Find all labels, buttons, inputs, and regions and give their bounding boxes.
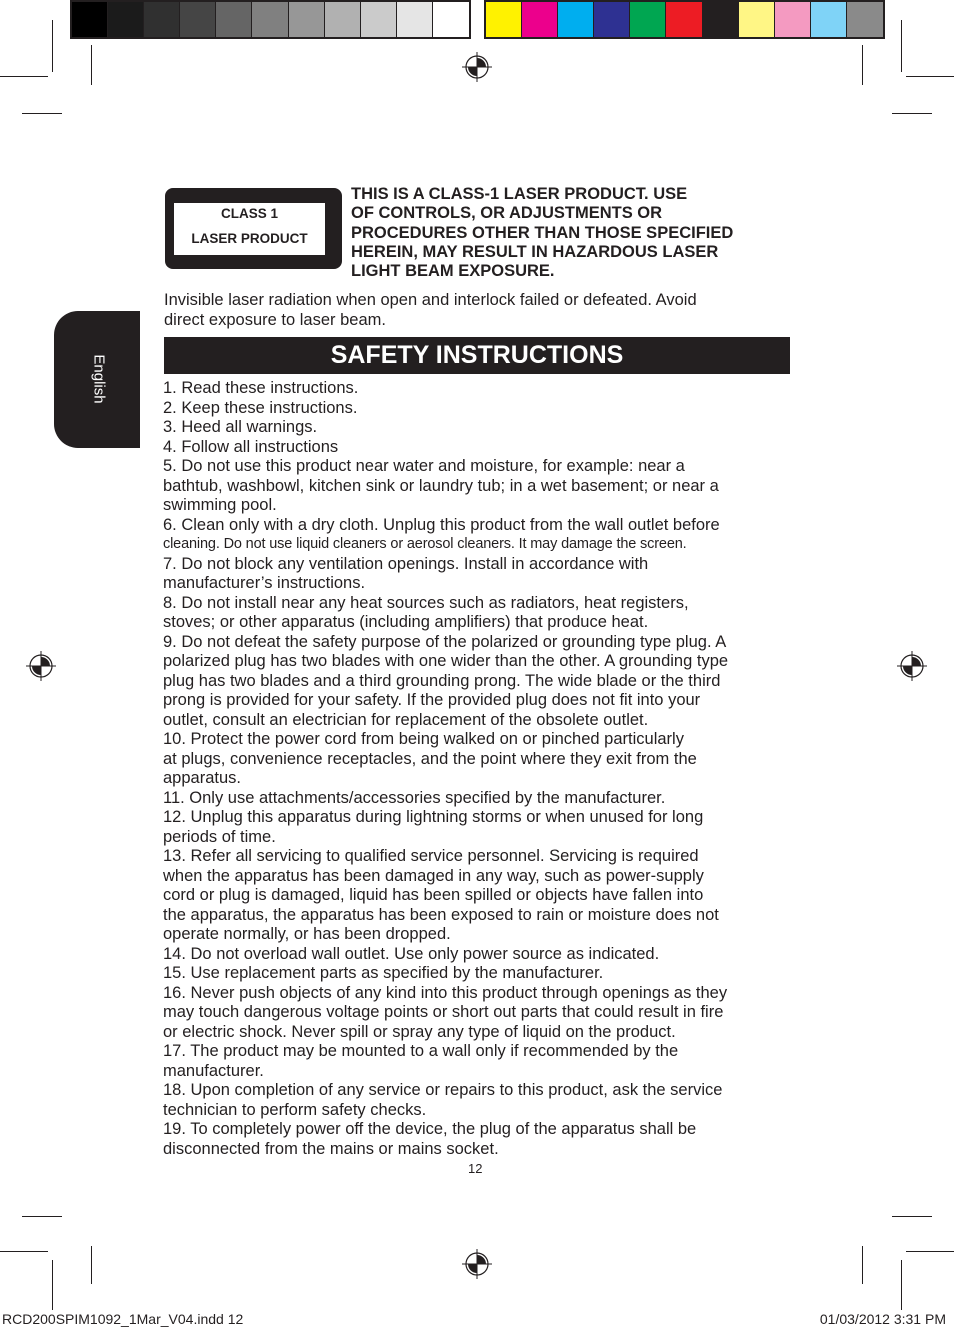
crop-mark	[906, 76, 954, 77]
gray-color-bar	[70, 0, 471, 39]
instruction-line: stoves; or other apparatus (including amplifiers) that produce heat.	[163, 613, 649, 631]
crop-mark	[892, 113, 932, 114]
cmyk-color-bar	[484, 0, 885, 39]
instruction-line: 11. Only use attachments/accessories specified by the manufacturer.	[163, 788, 666, 807]
crop-mark	[901, 1260, 902, 1310]
color-swatch	[847, 2, 883, 37]
instruction-line: at plugs, convenience receptacles, and the point where they exit from the	[163, 749, 697, 768]
instruction-line: 13. Refer all servicing to qualified service personnel. Servicing is required	[163, 847, 699, 865]
instruction-line: 2. Keep these instructions.	[163, 398, 358, 417]
color-swatch	[216, 2, 252, 37]
instruction-line: bathtub, washbowl, kitchen sink or laundry tub; in a wet basement; or near a	[163, 476, 719, 495]
instruction-line: swimming pool.	[163, 496, 277, 514]
crop-mark	[901, 20, 902, 72]
instruction-line: polarized plug has two blades with one wider than the other. A grounding type	[163, 652, 729, 670]
instruction-line: cord or plug is damaged, liquid has been spilled or objects have fallen into	[163, 886, 704, 904]
instruction-line: 7. Do not block any ventilation openings. Install in accordance with	[163, 554, 649, 573]
instruction-line: when the apparatus has been damaged in any way, such as power-supply	[163, 866, 704, 885]
instruction-line: or electric shock. Never spill or spray any type of liquid on the product.	[163, 1022, 676, 1041]
instruction-line: periods of time.	[163, 827, 276, 846]
instruction-line: 19. To completely power off the device, the plug of the apparatus shall be	[163, 1120, 697, 1138]
instruction-line: the apparatus, the apparatus has been exposed to rain or moisture does not	[163, 905, 719, 924]
color-swatch	[180, 2, 216, 37]
color-swatch	[289, 2, 325, 37]
instruction-line: 3. Heed all warnings.	[163, 418, 318, 436]
laser-label-class: CLASS 1	[220, 206, 278, 221]
language-tab-label: English	[90, 354, 108, 404]
invisible-radiation-note	[164, 291, 784, 330]
color-swatch	[361, 2, 397, 37]
instruction-line: 4. Follow all instructions	[163, 437, 339, 456]
footer-file-slug: RCD200SPIM1092_1Mar_V04.indd 12	[2, 1311, 244, 1327]
instruction-line: outlet, consult an electrician for replacement of the obsolete outlet.	[163, 710, 649, 729]
instruction-line: 17. The product may be mounted to a wall only if recommended by the	[163, 1042, 679, 1060]
registration-mark-icon	[897, 651, 927, 681]
laser-warning	[351, 185, 791, 281]
color-swatch	[486, 2, 522, 37]
color-swatch	[558, 2, 594, 37]
crop-mark	[52, 20, 53, 72]
color-swatch	[811, 2, 847, 37]
color-swatch	[522, 2, 558, 37]
color-swatch	[666, 2, 702, 37]
registration-mark-icon	[26, 651, 56, 681]
color-swatch	[325, 2, 361, 37]
color-swatch	[433, 2, 469, 37]
color-swatch	[252, 2, 288, 37]
color-swatch	[108, 2, 144, 37]
page-number: 12	[468, 1161, 483, 1176]
instruction-line: apparatus.	[163, 769, 241, 787]
registration-mark-icon	[462, 52, 492, 82]
laser-label-product: LASER PRODUCT	[191, 231, 308, 246]
crop-mark	[906, 1251, 954, 1252]
crop-mark	[91, 45, 92, 85]
warning-line: OF CONTROLS, OR ADJUSTMENTS OR	[351, 204, 663, 223]
warning-line: HEREIN, MAY RESULT IN HAZARDOUS LASER	[351, 242, 719, 261]
color-swatch	[703, 2, 739, 37]
note-line: direct exposure to laser beam.	[164, 310, 386, 329]
instruction-line: 5. Do not use this product near water and moisture, for example: near a	[163, 457, 685, 475]
color-swatch	[144, 2, 180, 37]
warning-line: LIGHT BEAM EXPOSURE.	[351, 262, 555, 281]
class1-laser-label	[165, 188, 342, 269]
instruction-line: 12. Unplug this apparatus during lightning storms or when unused for long	[163, 808, 704, 826]
section-heading: SAFETY INSTRUCTIONS	[164, 337, 790, 374]
instruction-line: cleaning. Do not use liquid cleaners or aerosol cleaners. It may damage the screen.	[163, 536, 687, 552]
crop-mark	[862, 45, 863, 85]
instruction-line: 10. Protect the power cord from being walked on or pinched particularly	[163, 730, 684, 748]
warning-line: PROCEDURES OTHER THAN THOSE SPECIFIED	[351, 223, 734, 242]
laser-label-panel	[174, 203, 325, 255]
color-swatch	[594, 2, 630, 37]
instruction-line: plug has two blades and a third grounding prong. The wide blade or the third	[163, 671, 721, 690]
instruction-line: 14. Do not overload wall outlet. Use only power source as indicated.	[163, 944, 660, 963]
crop-mark	[892, 1216, 932, 1217]
color-swatch	[775, 2, 811, 37]
instructions-list	[163, 379, 763, 1159]
warning-line: THIS IS A CLASS-1 LASER PRODUCT. USE	[351, 185, 688, 203]
crop-mark	[22, 113, 62, 114]
registration-mark-icon	[462, 1249, 492, 1279]
instruction-line: 1. Read these instructions.	[163, 379, 359, 397]
color-swatch	[630, 2, 666, 37]
crop-mark	[0, 76, 48, 77]
crop-mark	[0, 1251, 48, 1252]
instruction-line: 16. Never push objects of any kind into this product through openings as they	[163, 983, 728, 1002]
instruction-line: 9. Do not defeat the safety purpose of the polarized or grounding type plug. A	[163, 632, 727, 651]
instruction-line: 18. Upon completion of any service or repairs to this product, ask the service	[163, 1081, 723, 1099]
note-line: Invisible laser radiation when open and interlock failed or defeated. Avoid	[164, 291, 697, 309]
instruction-line: disconnected from the mains or mains socket.	[163, 1139, 499, 1158]
color-swatch	[397, 2, 433, 37]
crop-mark	[52, 1260, 53, 1310]
crop-mark	[22, 1216, 62, 1217]
footer-date: 01/03/2012 3:31 PM	[819, 1311, 946, 1327]
instruction-line: 6. Clean only with a dry cloth. Unplug this product from the wall outlet before	[163, 515, 720, 534]
color-swatch	[72, 2, 108, 37]
instruction-line: may touch dangerous voltage points or short out parts that could result in fire	[163, 1003, 724, 1021]
color-swatch	[739, 2, 775, 37]
instruction-line: prong is provided for your safety. If the provided plug does not fit into your	[163, 691, 701, 709]
instruction-line: 8. Do not install near any heat sources such as radiators, heat registers,	[163, 593, 689, 612]
instruction-line: operate normally, or has been dropped.	[163, 925, 451, 943]
crop-mark	[862, 1246, 863, 1284]
instruction-line: 15. Use replacement parts as specified by the manufacturer.	[163, 964, 604, 982]
instruction-line: manufacturer.	[163, 1061, 264, 1080]
instruction-line: manufacturer’s instructions.	[163, 574, 366, 592]
instruction-line: technician to perform safety checks.	[163, 1100, 427, 1119]
crop-mark	[91, 1246, 92, 1284]
